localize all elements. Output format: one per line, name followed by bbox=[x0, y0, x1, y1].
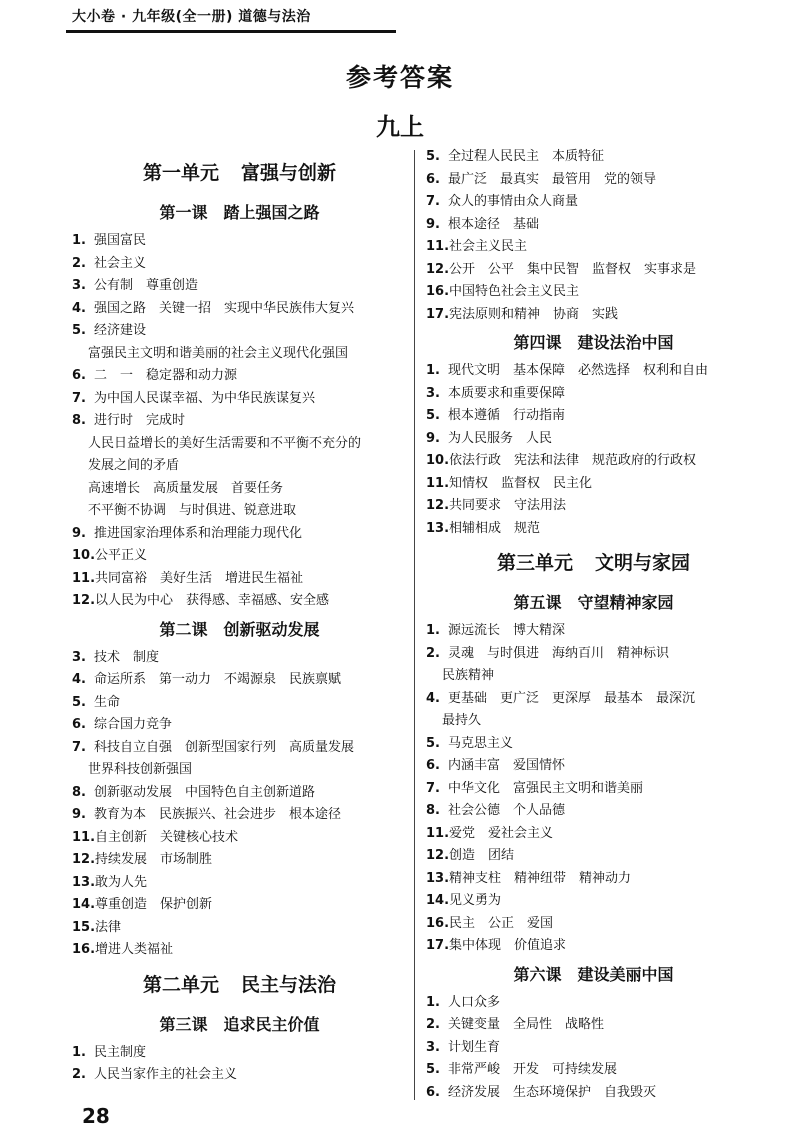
answer-continuation: 人民日益增长的美好生活需要和不平衡不充分的 bbox=[88, 435, 362, 451]
answer-text: 最广泛 最真实 最管用 党的领导 bbox=[448, 171, 657, 187]
answer-item bbox=[72, 568, 407, 591]
answer-item bbox=[426, 643, 761, 666]
answer-number: 4. bbox=[426, 690, 440, 706]
answer-text: 公开 公平 集中民智 监督权 实事求是 bbox=[449, 261, 697, 277]
answer-item bbox=[426, 800, 761, 823]
right-column bbox=[426, 146, 761, 1104]
answer-item bbox=[426, 191, 761, 214]
answer-number: 5. bbox=[426, 735, 440, 751]
answer-item bbox=[426, 890, 761, 913]
lesson-heading bbox=[426, 326, 761, 360]
answer-item bbox=[426, 214, 761, 237]
lesson-heading bbox=[72, 1008, 407, 1042]
answer-number: 2. bbox=[72, 1067, 86, 1082]
answer-number: 14. bbox=[426, 893, 450, 908]
answer-text: 综合国力竞争 bbox=[94, 717, 173, 732]
answer-text: 教育为本 民族振兴、社会进步 根本途径 bbox=[94, 807, 342, 822]
answer-number: 6. bbox=[426, 758, 440, 773]
answer-number: 9. bbox=[426, 430, 440, 446]
answer-number: 17. bbox=[426, 306, 450, 322]
answer-number: 3. bbox=[426, 385, 440, 401]
unit-heading bbox=[72, 150, 407, 196]
answer-text: 尊重创造 保护创新 bbox=[95, 897, 213, 912]
answer-item bbox=[426, 935, 761, 958]
answer-number: 14. bbox=[72, 897, 96, 912]
answer-text: 技术 制度 bbox=[94, 649, 160, 665]
answer-item bbox=[72, 320, 407, 343]
unit-heading bbox=[426, 540, 761, 586]
answer-number: 7. bbox=[72, 739, 86, 755]
answer-number: 8. bbox=[72, 413, 86, 428]
answer-item bbox=[426, 169, 761, 192]
answer-item bbox=[426, 1037, 761, 1060]
answer-text: 全过程人民民主 本质特征 bbox=[448, 149, 605, 164]
answer-text: 持续发展 市场制胜 bbox=[95, 852, 213, 867]
answer-number: 1. bbox=[72, 233, 86, 248]
answer-item bbox=[426, 281, 761, 304]
page-number: 28 bbox=[82, 1104, 110, 1128]
answer-number: 11. bbox=[426, 475, 450, 491]
answer-item bbox=[72, 692, 407, 715]
answer-number: 4. bbox=[72, 672, 86, 687]
answer-item bbox=[72, 275, 407, 298]
answer-text: 精神支柱 精神纽带 精神动力 bbox=[449, 870, 632, 886]
answer-item bbox=[72, 782, 407, 805]
answer-item bbox=[72, 647, 407, 670]
answer-text: 经济发展 生态环境保护 自我毁灭 bbox=[448, 1084, 657, 1100]
unit-name: 文明与家园 bbox=[595, 552, 691, 574]
answer-number: 13. bbox=[72, 874, 96, 890]
answer-number: 5. bbox=[72, 694, 86, 710]
answer-number: 16. bbox=[426, 284, 450, 299]
answer-continuation: 最持久 bbox=[442, 713, 482, 728]
answer-number: 13. bbox=[426, 870, 450, 886]
answer-number: 7. bbox=[426, 780, 440, 796]
answer-item bbox=[72, 872, 407, 895]
lesson-name: 建设美丽中国 bbox=[577, 964, 674, 984]
answer-item bbox=[426, 259, 761, 282]
answer-text: 相辅相成 规范 bbox=[449, 520, 541, 536]
answer-item bbox=[426, 755, 761, 778]
answer-number: 15. bbox=[72, 919, 96, 935]
answer-number: 17. bbox=[426, 938, 450, 953]
answer-text: 根本途径 基础 bbox=[448, 216, 540, 232]
lesson-name: 创新驱动发展 bbox=[223, 619, 320, 639]
answer-text: 计划生育 bbox=[448, 1039, 501, 1055]
answer-number: 6. bbox=[72, 368, 86, 383]
answer-item bbox=[426, 992, 761, 1015]
answer-item bbox=[426, 236, 761, 259]
answer-text: 二 一 稳定器和动力源 bbox=[94, 368, 238, 383]
answer-number: 12. bbox=[426, 261, 450, 277]
answer-item bbox=[72, 917, 407, 940]
answer-text: 爱党 爱社会主义 bbox=[449, 825, 554, 841]
answer-item bbox=[426, 1059, 761, 1082]
answer-number: 8. bbox=[72, 784, 86, 800]
answer-number: 2. bbox=[72, 255, 86, 271]
answer-number: 3. bbox=[72, 649, 86, 665]
answer-text: 更基础 更广泛 更深厚 最基本 最深沉 bbox=[448, 690, 696, 706]
answer-number: 9. bbox=[72, 807, 86, 822]
answer-text: 推进国家治理体系和治理能力现代化 bbox=[94, 525, 303, 541]
answer-number: 7. bbox=[72, 390, 86, 406]
lesson-label: 第六课 bbox=[513, 964, 562, 984]
answer-text: 自主创新 关键核心技术 bbox=[95, 829, 239, 845]
answer-number: 7. bbox=[426, 194, 440, 209]
answer-number: 5. bbox=[426, 149, 440, 164]
answer-item bbox=[72, 1042, 407, 1065]
answer-number: 3. bbox=[426, 1039, 440, 1055]
answer-text: 社会主义 bbox=[94, 255, 147, 271]
answer-text: 源远流长 博大精深 bbox=[448, 623, 566, 638]
answer-item bbox=[426, 778, 761, 801]
lesson-name: 追求民主价值 bbox=[223, 1014, 320, 1034]
answer-number: 11. bbox=[72, 570, 96, 586]
answer-text: 经济建设 bbox=[94, 323, 147, 338]
answer-number: 5. bbox=[426, 1062, 440, 1077]
answer-number: 10. bbox=[426, 453, 450, 468]
answer-text: 社会公德 个人品德 bbox=[448, 803, 566, 818]
answer-item bbox=[72, 669, 407, 692]
answer-text: 公有制 尊重创造 bbox=[94, 278, 199, 293]
answer-text: 本质要求和重要保障 bbox=[448, 385, 566, 401]
answer-text: 人口众多 bbox=[448, 994, 501, 1010]
answer-text: 见义勇为 bbox=[449, 893, 502, 908]
lesson-heading bbox=[72, 196, 407, 230]
answer-text: 知情权 监督权 民主化 bbox=[449, 475, 593, 491]
answer-item bbox=[426, 383, 761, 406]
answer-item bbox=[72, 298, 407, 321]
answer-number: 9. bbox=[426, 216, 440, 232]
answer-continuation: 世界科技创新强国 bbox=[88, 762, 193, 777]
unit-heading bbox=[72, 962, 407, 1008]
answer-continuation: 高速增长 高质量发展 首要任务 bbox=[88, 480, 284, 496]
answer-item bbox=[426, 495, 761, 518]
answer-item bbox=[426, 688, 761, 711]
answer-text: 为中国人民谋幸福、为中华民族谋复兴 bbox=[94, 390, 316, 406]
answer-text: 命运所系 第一动力 不竭源泉 民族禀赋 bbox=[94, 672, 342, 687]
answer-text: 创新驱动发展 中国特色自主创新道路 bbox=[94, 784, 316, 800]
answer-item bbox=[426, 518, 761, 541]
answer-continuation: 民族精神 bbox=[442, 668, 495, 683]
answer-text: 敢为人先 bbox=[95, 874, 148, 890]
answer-item bbox=[72, 939, 407, 962]
answer-number: 16. bbox=[426, 915, 450, 931]
answer-item bbox=[72, 365, 407, 388]
lesson-name: 踏上强国之路 bbox=[223, 203, 320, 222]
answer-item bbox=[72, 827, 407, 850]
answer-number: 11. bbox=[426, 825, 450, 841]
answer-number: 6. bbox=[426, 1084, 440, 1100]
answer-text: 非常严峻 开发 可持续发展 bbox=[448, 1062, 618, 1077]
answer-item bbox=[426, 360, 761, 383]
answer-item bbox=[72, 804, 407, 827]
answer-number: 4. bbox=[72, 300, 86, 316]
answer-item bbox=[72, 590, 407, 613]
answer-item bbox=[72, 253, 407, 276]
answer-item bbox=[426, 405, 761, 428]
answer-item bbox=[72, 230, 407, 253]
answer-number: 1. bbox=[426, 994, 440, 1010]
answer-item bbox=[72, 388, 407, 411]
unit-name: 富强与创新 bbox=[241, 162, 337, 184]
answer-text: 宪法原则和精神 协商 实践 bbox=[449, 306, 619, 322]
answer-item bbox=[426, 620, 761, 643]
answer-number: 13. bbox=[426, 520, 450, 536]
answer-item bbox=[72, 1064, 407, 1087]
answer-item bbox=[426, 913, 761, 936]
answer-text: 民主 公正 爱国 bbox=[449, 915, 554, 931]
answer-number: 12. bbox=[426, 498, 450, 513]
lesson-heading bbox=[72, 613, 407, 647]
answer-number: 11. bbox=[426, 239, 450, 254]
lesson-label: 第二课 bbox=[159, 619, 208, 639]
answer-text: 关键变量 全局性 战略性 bbox=[448, 1017, 605, 1032]
answer-item bbox=[426, 146, 761, 169]
answer-item bbox=[426, 845, 761, 868]
answer-text: 内涵丰富 爱国情怀 bbox=[448, 758, 566, 773]
answer-text: 共同要求 守法用法 bbox=[449, 498, 567, 513]
answer-text: 创造 团结 bbox=[449, 848, 515, 863]
answer-text: 集中体现 价值追求 bbox=[449, 938, 567, 953]
answer-item bbox=[426, 823, 761, 846]
lesson-heading bbox=[426, 586, 761, 620]
answer-continuation: 发展之间的矛盾 bbox=[88, 458, 180, 473]
answer-text: 社会主义民主 bbox=[449, 239, 528, 254]
header-rule bbox=[66, 30, 396, 33]
answer-text: 众人的事情由众人商量 bbox=[448, 194, 579, 209]
answer-text: 生命 bbox=[94, 694, 121, 710]
answer-number: 2. bbox=[426, 645, 440, 661]
answer-item bbox=[72, 545, 407, 568]
unit-label: 第一单元 bbox=[142, 162, 219, 184]
answer-item bbox=[72, 894, 407, 917]
lesson-label: 第五课 bbox=[513, 593, 562, 612]
answer-number: 9. bbox=[72, 525, 86, 541]
answer-text: 强国之路 关键一招 实现中华民族伟大复兴 bbox=[94, 300, 355, 316]
answer-number: 6. bbox=[426, 171, 440, 187]
answer-text: 强国富民 bbox=[94, 233, 147, 248]
answer-text: 中华文化 富强民主文明和谐美丽 bbox=[448, 780, 644, 796]
book-header: 大小卷 · 九年级(全一册) 道德与法治 bbox=[72, 9, 311, 25]
answer-item bbox=[72, 714, 407, 737]
lesson-name: 建设法治中国 bbox=[577, 333, 674, 352]
answer-item bbox=[426, 1014, 761, 1037]
answer-text: 人民当家作主的社会主义 bbox=[94, 1067, 238, 1082]
answer-item bbox=[426, 473, 761, 496]
unit-label: 第二单元 bbox=[142, 973, 219, 996]
lesson-label: 第一课 bbox=[159, 203, 208, 222]
answer-text: 马克思主义 bbox=[448, 735, 514, 751]
answer-text: 增进人类福祉 bbox=[95, 942, 174, 957]
lesson-heading bbox=[426, 958, 761, 992]
answer-text: 灵魂 与时俱进 海纳百川 精神标识 bbox=[448, 645, 670, 661]
answer-text: 为人民服务 人民 bbox=[448, 430, 553, 446]
answer-number: 1. bbox=[72, 1044, 86, 1060]
answer-item bbox=[426, 1082, 761, 1105]
answer-text: 根本遵循 行动指南 bbox=[448, 408, 566, 423]
answer-number: 16. bbox=[72, 942, 96, 957]
answer-item bbox=[72, 523, 407, 546]
answer-text: 法律 bbox=[95, 919, 122, 935]
answer-number: 1. bbox=[426, 623, 440, 638]
page-title: 参考答案 bbox=[345, 63, 454, 92]
answer-item bbox=[72, 849, 407, 872]
unit-name: 民主与法治 bbox=[241, 973, 337, 996]
answer-number: 3. bbox=[72, 278, 86, 293]
answer-number: 11. bbox=[72, 829, 96, 845]
column-divider bbox=[414, 150, 415, 1100]
answer-item bbox=[426, 428, 761, 451]
answer-text: 公平正义 bbox=[95, 548, 148, 563]
answer-continuation: 不平衡不协调 与时俱进、锐意进取 bbox=[88, 503, 297, 518]
answer-text: 现代文明 基本保障 必然选择 权利和自由 bbox=[448, 363, 709, 378]
grade-title: 九上 bbox=[376, 113, 424, 141]
answer-number: 8. bbox=[426, 803, 440, 818]
answer-continuation: 富强民主文明和谐美丽的社会主义现代化强国 bbox=[88, 345, 349, 361]
answer-number: 6. bbox=[72, 717, 86, 732]
lesson-label: 第四课 bbox=[513, 333, 562, 352]
answer-number: 12. bbox=[72, 852, 96, 867]
answer-number: 2. bbox=[426, 1017, 440, 1032]
lesson-name: 守望精神家园 bbox=[577, 593, 674, 612]
answer-number: 12. bbox=[72, 593, 96, 608]
answer-text: 中国特色社会主义民主 bbox=[449, 284, 580, 299]
answer-number: 10. bbox=[72, 548, 96, 563]
answer-number: 12. bbox=[426, 848, 450, 863]
answer-text: 依法行政 宪法和法律 规范政府的行政权 bbox=[449, 453, 697, 468]
answer-text: 民主制度 bbox=[94, 1044, 147, 1060]
answer-item bbox=[426, 868, 761, 891]
answer-number: 5. bbox=[72, 323, 86, 338]
answer-item bbox=[426, 450, 761, 473]
answer-text: 进行时 完成时 bbox=[94, 413, 186, 428]
answer-text: 共同富裕 美好生活 增进民生福祉 bbox=[95, 570, 304, 586]
unit-label: 第三单元 bbox=[496, 552, 573, 574]
answer-item bbox=[72, 737, 407, 760]
answer-text: 科技自立自强 创新型国家行列 高质量发展 bbox=[94, 739, 355, 755]
answer-item bbox=[72, 410, 407, 433]
answer-item bbox=[426, 304, 761, 327]
answer-text: 以人民为中心 获得感、幸福感、安全感 bbox=[95, 593, 330, 608]
lesson-label: 第三课 bbox=[159, 1014, 208, 1034]
answer-item bbox=[426, 733, 761, 756]
answer-number: 5. bbox=[426, 408, 440, 423]
left-column bbox=[72, 150, 407, 1087]
answer-number: 1. bbox=[426, 363, 440, 378]
